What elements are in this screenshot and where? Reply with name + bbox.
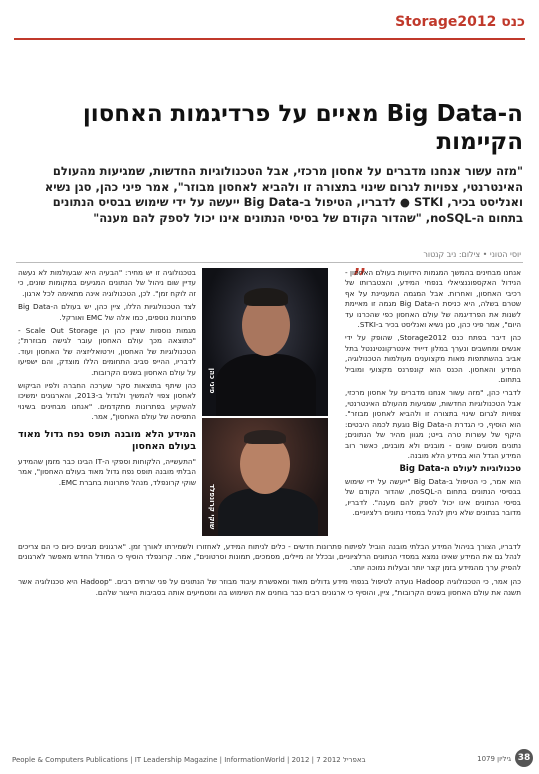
paragraph: לדברי כהן, "מזה עשור אנחנו מדברים על אחסון מרכזי, אבל הטכנולוגיות החדשות, שמגיעות מהעולם האינטרנטי, צפויות לגרום שינוי בתצורה זו ולהביא לאחסון מבוזר". הוא הוסיף, כי הגדרת ה-Big Data נוגעת לכמה היבטים: היקף של עשרות טרה בייט; מגוון מהיר של הנתונים; נתונים מסוגים שונים - מובנים ולא מובנים, כאשר רוב המידע הגדל הוא במידע הלא מובנה. xyxy=(345,388,521,460)
quote-mark-icon: ” xyxy=(351,263,367,298)
section-divider xyxy=(14,38,525,40)
pull-quote: המידע הלא מובנה תופס נפח גדול מאוד בעולם האחסון xyxy=(18,428,196,452)
article-credits: יוסי הטוני • צילום: ניב קנטור xyxy=(423,250,521,259)
issue-number: גיליון 1079 xyxy=(477,755,511,763)
photo-caption: שוקי קרונפלד xyxy=(208,484,216,530)
page-number: 38 xyxy=(515,749,533,767)
article-headline: ה-Big Data מאיים על פרדיגמות האחסון הקיימות xyxy=(82,101,523,155)
paragraph: לדבריו, הצורך בניהול המידע הבלתי מובנה הוביל לפיתוח פתרונות חדשים - כלים לניתוח המידע, לאחזורו ולשמירתו לאורך זמן. "ארגונים מבינים כיום כי הם צריכים לנהל גם את המידע שאינו נמצא במסדי הנתונים הרלציוניים, ובכלל זה מיילים, מסמכים, תמונות וסרטונים", אמר. קרונפלד הוסיף כי המודל החדש מאפשר לארגונים להפיק ערך מהמידע בזמן קצר יותר ובעלות נמוכה יותר. xyxy=(18,542,521,572)
article-column-left xyxy=(18,268,196,536)
paragraph: לצד הטכנולוגיות הללו, ציין כהן, יש בעולם ה-Big Data פתרונות נוספים, כמו אלה של EMC ואורקל. xyxy=(18,302,196,322)
photo-caption: פיני כהן xyxy=(208,368,216,394)
portrait-photo-shuki-kronfeld xyxy=(202,418,328,536)
paragraph: בטכנולוגיה זו יש מחיר: "הבעיה היא שבעולמות לא נעשה עדיין שום ניהול של הנתונים המגיעים במקומות שונים, כי זה לוקח זמן". לכן, הטכנולוגיה אינה מתאימה לכל ארגון. xyxy=(18,268,196,298)
section-title: כנס Storage2012 xyxy=(395,14,525,30)
article-column-right xyxy=(345,263,521,536)
paragraph: כהן אמר, כי הטכנולוגיה Hadoop נועדה לטיפול בנפחי מידע גדולים מאוד ומאפשרת עיבוד מבוזר של הנתונים על פני שרתים רבים. "Hadoop היא טכנולוגיה אשר תשנה את עולם האחסון בשנים הקרובות", ציין, והוסיף כי ארגונים רבים כבר בוחנים את השימוש בה ומטמיעים אותה בסביבות הייצור שלהם. xyxy=(18,577,521,597)
paragraph: מגמות נוספות שציין כהן הן Scale Out Storage - "כתוצאה מכך עולם האחסון עובר לגישה מבוזרת"; הטכנולוגיות של האחסון, וירטואליזציה של האחסון ועוד. לדבריו, ההייפ סביב התחומים הללו מוצדק, והם ישפיעו על עולם האחסון בשנים הקרובות. xyxy=(18,326,196,377)
page-tab xyxy=(453,748,539,774)
article-lede: "מזה עשור אנחנו מדברים על אחסון מרכזי, אבל הטכנולוגיות החדשות, שמגיעות מהעולם האינטרנטי, צפויות לגרום שינוי בתצורה זו ולהביא לאחסון מבוזר", אמר פיני כהן, סגן נשיא ואנליסט בכיר, STKI ● לדבריו, הטיפול ב-Big Data ייעשה על ידי שימוש בבסיס הנתונים בתחום ה-noSQL, "שהדור הקודם של בסיסי הנתונים אינו יכול לספק להם מענה" xyxy=(44,164,523,225)
portrait-photo-pini-cohen xyxy=(202,268,328,416)
paragraph: הוא אמר, כי הטיפול ב-Big Data "ייעשה על ידי שימוש בבסיסי הנתונים בתחום ה-noSQL, שהדור הקודם של בסיסי הנתונים אינו יכול לספק להם מענה". לדבריו, מדובר בנתונים שלא ניתן לנהל במסדי נתונים רלציוניים. xyxy=(345,476,521,517)
credits-divider xyxy=(16,262,523,263)
paragraph: "התעשייה, הלקוחות וספקי ה-IT הבינו כבר מזמן שהמידע הבלתי מובנה תופס נפח גדול מאוד בעולם האחסון", אמר שוקי קרונפלד, מנהל פתרונות בחברת EMC. xyxy=(18,456,196,487)
article-body-bottom xyxy=(18,542,521,730)
page-footer xyxy=(0,744,539,774)
paragraph: כהן שיתף בתוצאות סקר שערכה החברה ולפיו הביקוש לאחסון צפוי להמשיך ולגדול ב-2013, והארגונים ימשיכו להשקיע בפתרונות מתקדמים. "אנחנו מבחינים בשינוי התפיסה של עולם האחסון", אמר. xyxy=(18,381,196,422)
paragraph: כהן דיבר בפתח כנס Storage2012, שהופק על ידי אנשים ומחשבים ונערך במלון דייויד אינטרקונטיננטל בתל אביב בהשתתפות מאות מקצוענים מעולמות הטכנולוגיה, המידע והאחסון. הכנס הוא קונפרנס מקצועי ומוביל בתחום. xyxy=(345,333,521,385)
footer-publisher-text: People & Computers Publications | IT Leadership Magazine | InformationWorld | 2012 | 7 באפריל 2012 xyxy=(12,756,366,764)
paragraph: אנחנו מבחינים בהמשך המגמות הידועות בעולם האחסון - הנידול האקספוננציאלי בנפחי המידע, והצטברותו של רכיבי האחסון, ואחרות. אבל המגמה המעניינת על אף שטרם בשלה, היא כניסת ה-Big Data מגמה זו מאיימת לשנות את הפרדיגמה של עולם האחסון כפי שהכרנו עד היום", אמר פיני כהן, סגן נשיא ואנליסט בכיר ב-STKI. xyxy=(345,268,521,330)
subheading: טכנולוגיות לעולם ה-Big Data xyxy=(399,464,521,475)
